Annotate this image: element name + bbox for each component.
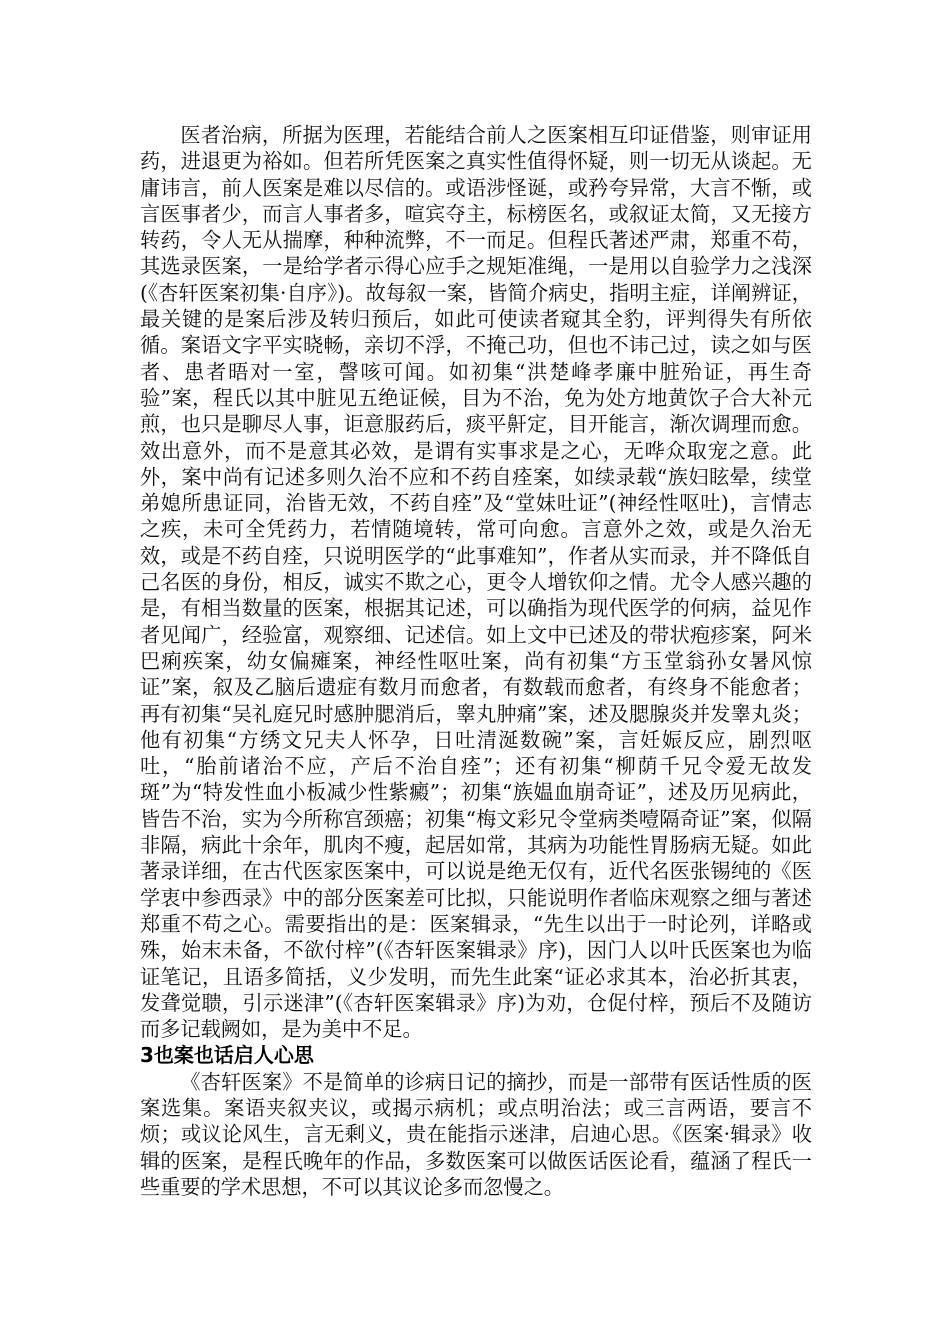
body-paragraph: 医者治病，所据为医理，若能结合前人之医案相互印证借鉴，则审证用药，进退更为裕如。但若所凭医案之真实性值得怀疑，则一切无从谈起。无庸讳言，前人医案是难以尽信的。或语涉怪诞，或矜夸异常，大言不惭，或言医事者少，而言人事者多，喧宾夺主，标榜医名，或叙证太简，又无接方转药，令人无从揣摩，种种流弊，不一而足。但程氏著述严肃，郑重不苟，其选录医案，一是给学者示得心应手之规矩准绳，一是用以自验学力之浅深(《杏轩医案初集·自序》)。故每叙一案，皆简介病史，指明主症，详阐辨证，最关键的是案后涉及转归预后，如此可使读者窥其全豹，评判得失有所依循。案语文字平实晓畅，亲切不浮，不掩己功，但也不讳己过，读之如与医者、患者晤对一室，謦咳可闻。如初集“洪楚峰孝廉中脏殆证，再生奇验”案，程氏以其中脏见五绝证候，目为不治，免为处方地黄饮子合大补元煎，也只是聊尽人事，讵意服药后，痰平鼾定，目开能言，渐次调理而愈。效出意外，而不是意其必效，是谓有实事求是之心，无哗众取宠之意。此外，案中尚有记述多则久治不应和不药自痊案，如续录载“族妇眩晕，续堂弟媳所患证同，治皆无效，不药自痊”及“堂妹吐证”(神经性呕吐)，言情志之疾，未可全凭药力，若情随境转，常可向愈。言意外之效，或是久治无效，或是不药自痊，只说明医学的“此事难知”，作者从实而录，并不降低自己名医的身份，相反，诚实不欺之心，更令人增钦仰之情。尤令人感兴趣的是，有相当数量的医案，根据其记述，可以确指为现代医学的何病，益见作者见闻广，经验富，观察细、记述信。如上文中已述及的带状疱疹案，阿米巴痢疾案，幼女偏瘫案，神经性呕吐案，尚有初集“方玉堂翁孙女暑风惊证”案，叙及乙脑后遗症有数月而愈者，有数载而愈者，有终身不能愈者；再有初集“吴礼庭兄时感肿腮消后，睾丸肿痛”案，述及腮腺炎并发睾丸炎；他有初集“方绣文兄夫人怀孕，日吐清涎数碗”案，言妊娠反应，剧烈呕吐，“胎前诸治不应，产后不治自痊”；还有初集“柳荫千兄令爱无故发斑”为“特发性血小板减少性紫癜”；初集“族媪血崩奇证”，述及历见病此，皆告不治，实为今所称宫颈癌；初集“梅文彩兄令堂病类噎隔奇证”案，似隔非隔，病此十余年，肌肉不瘦，起居如常，其病为功能性胃肠病无疑。如此著录详细，在古代医家医案中，可以说是绝无仅有，近代名医张锡纯的《医学衷中参西录》中的部分医案差可比拟，只能说明作者临床观察之细与著述郑重不苟之心。需要指出的是：医案辑录，“先生以出于一时论列，详略或殊，始末未备，不欲付梓”(《杏轩医案辑录》序)，因门人以叶氏医案也为临证笔记，且语多简括，义少发明，而先生此案“证必求其本，治必折其衷，发聋觉聩，引示迷津”(《杏轩医案辑录》序)为劝，仓促付梓，预后不及随访而多记载阙如，是为美中不足。 bbox=[140, 123, 812, 1042]
document-body bbox=[140, 122, 812, 1200]
body-paragraph: 《杏轩医案》不是简单的诊病日记的摘抄，而是一部带有医话性质的医案选集。案语夹叙夹议，或揭示病机；或点明治法；或三言两语，要言不烦；或议论风生，言无剩义，贵在能指示迷津，启迪心思。《医案·辑录》收辑的医案，是程氏晚年的作品，多数医案可以做医话医论看，蕴涵了程氏一些重要的学术思想，不可以其议论多而忽慢之。 bbox=[140, 1069, 812, 1199]
section-heading: 3也案也话启人心思 bbox=[140, 1043, 314, 1068]
